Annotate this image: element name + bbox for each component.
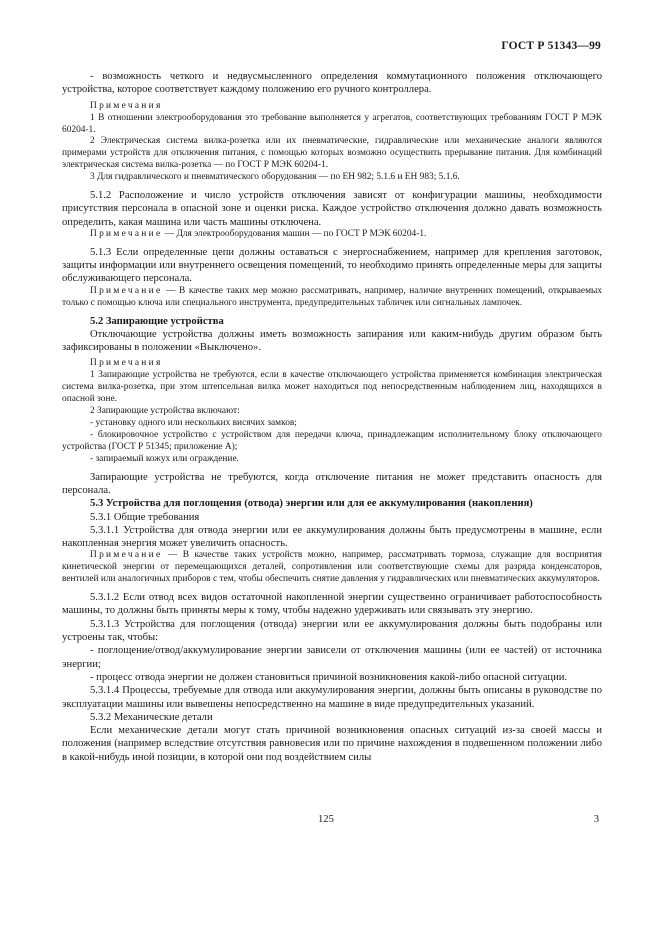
note-bullet: - блокировочное устройство с устройством для передачи ключа, принадлежащим исполнительному блоку отключающего устройства (ГОСТ Р 51345; приложение А); xyxy=(62,429,602,452)
paragraph-5-1-3: 5.1.3 Если определенные цепи должны оставаться с энергоснабжением, например для крепления заготовок, защиты информации или внутреннего освещения помещений, то необходимо принять определенные меры для защиты обслуживающего персонала. xyxy=(62,246,602,285)
subsection-title-5-3-1: 5.3.1 Общие требования xyxy=(90,511,200,523)
page-number-right: 3 xyxy=(593,814,599,825)
paragraph-bullet: - процесс отвода энергии не должен становиться причиной возникновения какой-либо опасной ситуации. xyxy=(90,671,568,683)
note-text: — В качестве таких мер можно рассматривать, например, наличие внутренних помещений, открываемых только с помощью ключа или специального инструмента, предупредительных табличек или сигнальных лампочек. xyxy=(62,285,602,308)
note-label: Примечание xyxy=(90,550,163,561)
notes-heading: Примечания xyxy=(90,358,163,369)
note-5-1-3 xyxy=(62,286,602,310)
note-item: 1 Запирающие устройства не требуются, если в качестве отключающего устройства применяется комбинация электрическая система вилка-розетка, при этом штепсельная вилка может находиться под непосредственным наблюдением лиц, находящихся в опасной зоне. xyxy=(62,370,602,405)
note-label: Примечание xyxy=(90,228,163,239)
note-label: Примечание xyxy=(90,285,163,296)
note-bullet: - запираемый кожух или ограждение. xyxy=(90,453,239,464)
note-item: 2 Электрическая система вилка-розетка или их пневматические, гидравлические или механические аналоги являются примерами устройств для отключения питания, с помощью которых возможно осуществить прерывание питания. Для комбинаций электрическая система вилка-розетка — по ГОСТ Р МЭК 60204-1. xyxy=(62,136,602,171)
page-body xyxy=(62,70,602,764)
note-bullet: - установку одного или нескольких висячих замков; xyxy=(90,418,297,429)
paragraph-5-1-2: 5.1.2 Расположение и число устройств отключения зависят от конфигурации машины, необходимости присутствия персонала в опасной зоне и оценки риска. Каждое устройство отключения должно давать возможность определить, какая машина или часть машины отключена. xyxy=(62,190,602,228)
note-item: 3 Для гидравлического и пневматического оборудования — по ЕН 982; 5.1.6 и ЕН 983; 5.1.6. xyxy=(90,172,460,183)
notes-heading: Примечания xyxy=(90,100,163,111)
paragraph-bullet: - поглощение/отвод/аккумулирование энергии зависели от отключения машины (или ее частей) от источника энергии; xyxy=(62,645,602,670)
paragraph-bullet: - возможность четкого и недвусмысленного определения коммутационного положения отключающего устройства, которое соответствует каждому положению его ручного контроллера. xyxy=(62,71,602,96)
paragraph-5-3-1-1: 5.3.1.1 Устройства для отвода энергии или ее аккумулирования должны быть предусмотрены в машине, если накопленная энергия может увеличить опасность. xyxy=(62,524,602,550)
note-text: — В качестве таких устройств можно, например, рассматривать тормоза, служащие для восприятия кинетической энергии от перемещающихся деталей, сопротивления или соответствующие схемы для разряда конденсаторов, вентилей или аналогичных приборов с тем, чтобы обеспечить снятие давления у гидравлических или пневматических аккумуляторов. xyxy=(62,550,602,585)
page-number-center: 125 xyxy=(318,814,334,825)
paragraph-5-2: Отключающие устройства должны иметь возможность запирания или каким-нибудь другим образом быть зафиксированы в положении «Выключено». xyxy=(62,328,602,354)
paragraph-5-3-1-2: 5.3.1.2 Если отвод всех видов остаточной накопленной энергии существенно ограничивает работоспособность машины, то должны быть приняты меры к тому, чтобы надежно удерживать или связывать эту энергию. xyxy=(62,592,602,617)
note-text: — Для электрооборудования машин — по ГОСТ Р МЭК 60204-1. xyxy=(162,228,427,239)
section-title-5-2: 5.2 Запирающие устройства xyxy=(90,315,224,327)
note-item: 2 Запирающие устройства включают: xyxy=(90,406,240,417)
paragraph-5-3-2: Если механические детали могут стать причиной возникновения опасных ситуаций из-за своей массы и положения (например вследствие отсутствия равновесия или по причине нахождения в подвешенном положении либо в какой-нибудь иной позиции, в которой они под воздействием силы xyxy=(62,725,602,763)
paragraph-5-3-1-4: 5.3.1.4 Процессы, требуемые для отвода или аккумулирования энергии, должны быть описаны в руководстве по эксплуатации машины или вывешены непосредственно на машине в виде предупредительных указаний. xyxy=(62,685,602,710)
section-title-5-3: 5.3 Устройства для поглощения (отвода) энергии или для ее аккумулирования (накопления) xyxy=(90,498,533,510)
paragraph-5-3-1-3: 5.3.1.3 Устройства для поглощения (отвода) энергии или ее аккумулирования должны быть подобраны или устроены так, чтобы: xyxy=(62,618,602,644)
note-5-3-1-1 xyxy=(62,550,602,586)
paragraph-5-2-end: Запирающие устройства не требуются, когда отключение питания не может представить опасность для персонала. xyxy=(62,471,602,496)
document-code: ГОСТ Р 51343—99 xyxy=(501,40,601,52)
note-5-1-2 xyxy=(62,229,602,241)
subsection-title-5-3-2: 5.3.2 Механические детали xyxy=(90,711,213,723)
note-item: 1 В отношении электрооборудования это требование выполняется у агрегатов, соответствующих требованиям ГОСТ Р МЭК 60204-1. xyxy=(62,112,602,135)
